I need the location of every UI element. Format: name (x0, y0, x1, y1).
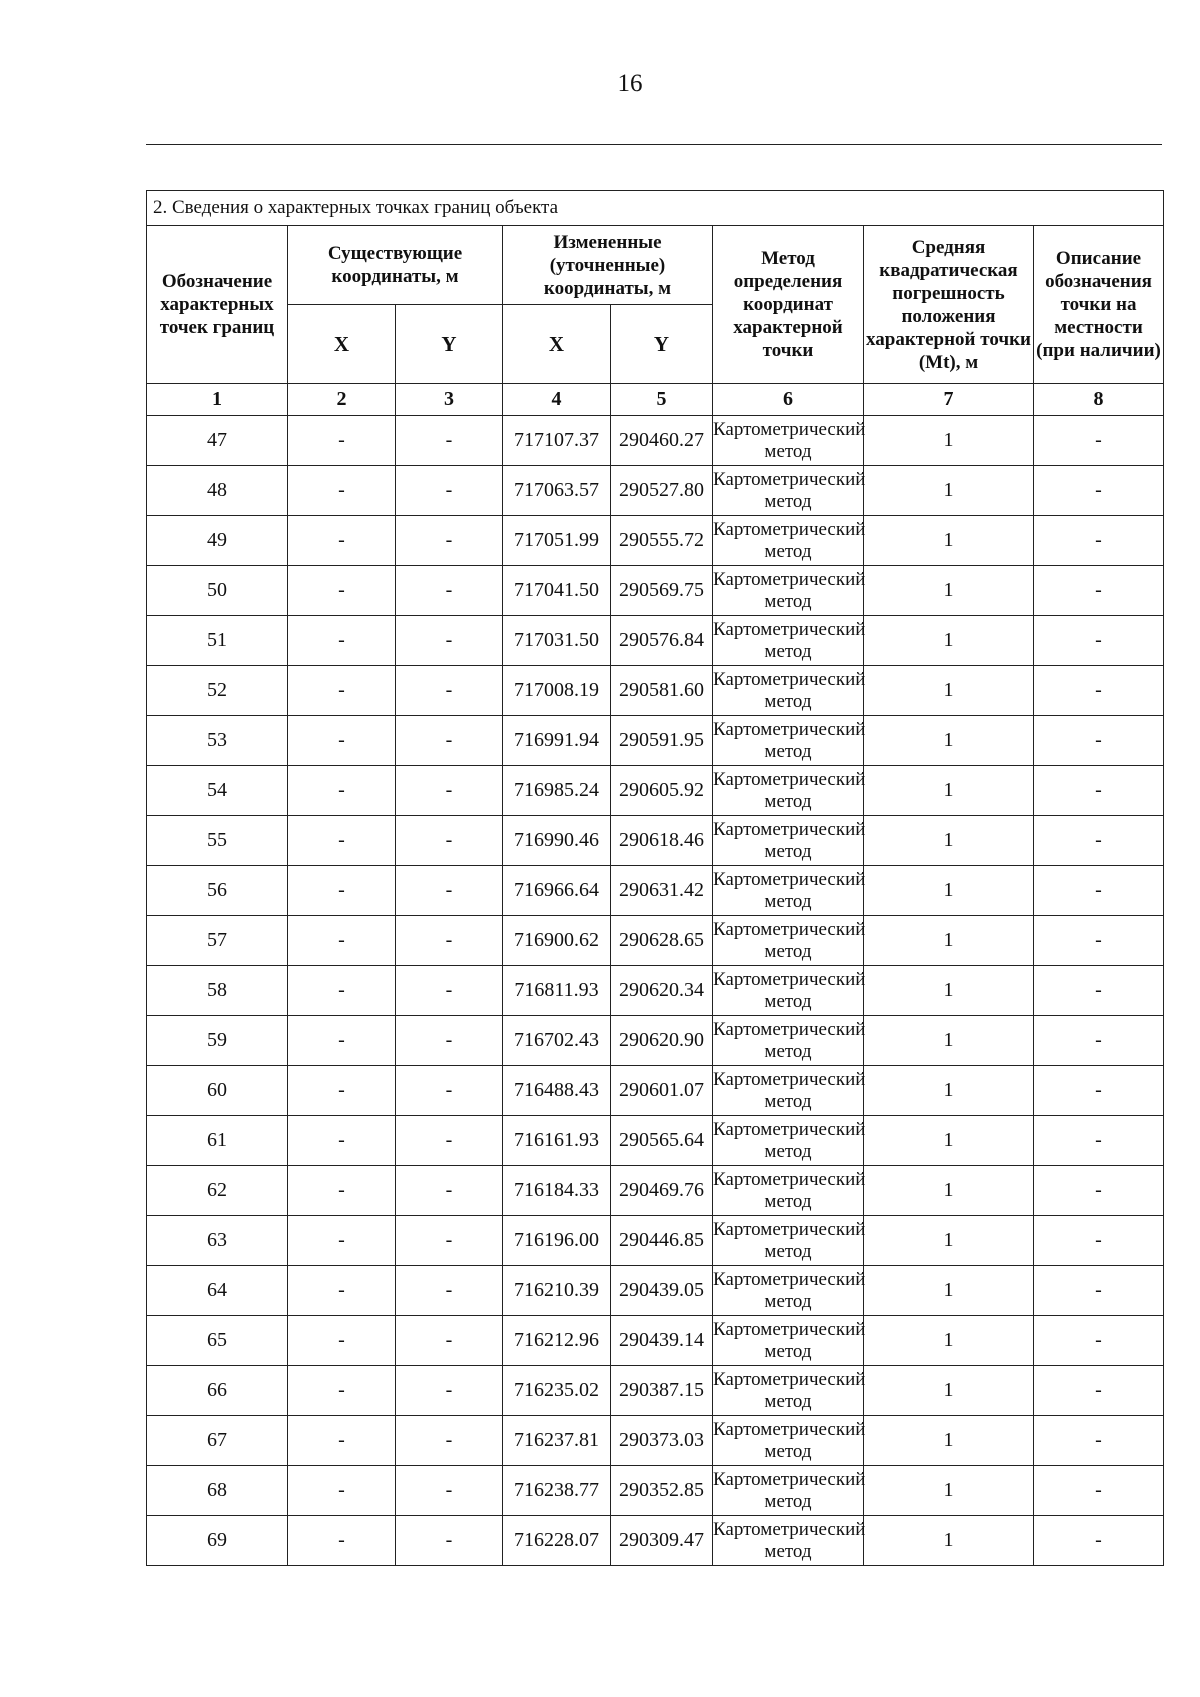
existing-y-cell: - (396, 816, 503, 866)
table-row (147, 1066, 1164, 1116)
existing-y-cell: - (396, 1466, 503, 1516)
y-coordinate-cell: 290581.60 (611, 666, 713, 716)
method-cell: Картометрический метод (713, 1116, 864, 1166)
table-row (147, 716, 1164, 766)
section-title: 2. Сведения о характерных точках границ объекта (147, 191, 1164, 226)
y-coordinate-cell: 290387.15 (611, 1366, 713, 1416)
existing-y-cell: - (396, 766, 503, 816)
table-body (147, 416, 1164, 1566)
error-cell: 1 (864, 1016, 1034, 1066)
table-row (147, 1516, 1164, 1566)
table-row (147, 1016, 1164, 1066)
y-coordinate-cell: 290628.65 (611, 916, 713, 966)
x-coordinate-cell: 717051.99 (503, 516, 611, 566)
method-cell: Картометрический метод (713, 1366, 864, 1416)
x-coordinate-cell: 716811.93 (503, 966, 611, 1016)
header-error: Средняя квадратическая погрешность положения характерной точки (Mt), м (864, 226, 1034, 384)
method-cell: Картометрический метод (713, 716, 864, 766)
existing-y-cell: - (396, 566, 503, 616)
description-cell: - (1034, 1516, 1164, 1566)
point-id-cell: 52 (147, 666, 288, 716)
x-coordinate-cell: 716212.96 (503, 1316, 611, 1366)
error-cell: 1 (864, 766, 1034, 816)
existing-x-cell: - (288, 1016, 396, 1066)
header-existing-y: Y (396, 305, 503, 384)
table-row (147, 1166, 1164, 1216)
header-changed-x: X (503, 305, 611, 384)
description-cell: - (1034, 816, 1164, 866)
point-id-cell: 65 (147, 1316, 288, 1366)
description-cell: - (1034, 1166, 1164, 1216)
existing-y-cell: - (396, 516, 503, 566)
description-cell: - (1034, 416, 1164, 466)
y-coordinate-cell: 290591.95 (611, 716, 713, 766)
point-id-cell: 51 (147, 616, 288, 666)
page-number: 16 (617, 70, 643, 97)
method-cell: Картометрический метод (713, 416, 864, 466)
existing-x-cell: - (288, 1116, 396, 1166)
y-coordinate-cell: 290469.76 (611, 1166, 713, 1216)
y-coordinate-cell: 290446.85 (611, 1216, 713, 1266)
existing-y-cell: - (396, 1366, 503, 1416)
header-rule (146, 144, 1162, 145)
boundary-points-table (146, 190, 1164, 1566)
description-cell: - (1034, 466, 1164, 516)
point-id-cell: 62 (147, 1166, 288, 1216)
method-cell: Картометрический метод (713, 516, 864, 566)
existing-x-cell: - (288, 1416, 396, 1466)
x-coordinate-cell: 716990.46 (503, 816, 611, 866)
point-id-cell: 58 (147, 966, 288, 1016)
column-number: 5 (611, 384, 713, 416)
point-id-cell: 56 (147, 866, 288, 916)
existing-y-cell: - (396, 916, 503, 966)
method-cell: Картометрический метод (713, 466, 864, 516)
existing-x-cell: - (288, 1066, 396, 1116)
method-cell: Картометрический метод (713, 616, 864, 666)
header-changed-y: Y (611, 305, 713, 384)
error-cell: 1 (864, 916, 1034, 966)
description-cell: - (1034, 1416, 1164, 1466)
x-coordinate-cell: 716238.77 (503, 1466, 611, 1516)
existing-y-cell: - (396, 716, 503, 766)
error-cell: 1 (864, 1116, 1034, 1166)
existing-x-cell: - (288, 1166, 396, 1216)
table-row (147, 966, 1164, 1016)
point-id-cell: 60 (147, 1066, 288, 1116)
description-cell: - (1034, 916, 1164, 966)
x-coordinate-cell: 717041.50 (503, 566, 611, 616)
existing-y-cell: - (396, 1516, 503, 1566)
point-id-cell: 68 (147, 1466, 288, 1516)
existing-x-cell: - (288, 716, 396, 766)
existing-x-cell: - (288, 1216, 396, 1266)
column-number: 1 (147, 384, 288, 416)
y-coordinate-cell: 290373.03 (611, 1416, 713, 1466)
y-coordinate-cell: 290631.42 (611, 866, 713, 916)
error-cell: 1 (864, 616, 1034, 666)
table-row (147, 866, 1164, 916)
x-coordinate-cell: 716702.43 (503, 1016, 611, 1066)
y-coordinate-cell: 290569.75 (611, 566, 713, 616)
column-number: 4 (503, 384, 611, 416)
point-id-cell: 67 (147, 1416, 288, 1466)
y-coordinate-cell: 290620.34 (611, 966, 713, 1016)
existing-y-cell: - (396, 1216, 503, 1266)
method-cell: Картометрический метод (713, 1066, 864, 1116)
description-cell: - (1034, 1366, 1164, 1416)
method-cell: Картометрический метод (713, 1266, 864, 1316)
y-coordinate-cell: 290439.14 (611, 1316, 713, 1366)
error-cell: 1 (864, 566, 1034, 616)
description-cell: - (1034, 766, 1164, 816)
x-coordinate-cell: 716228.07 (503, 1516, 611, 1566)
description-cell: - (1034, 566, 1164, 616)
y-coordinate-cell: 290601.07 (611, 1066, 713, 1116)
point-id-cell: 50 (147, 566, 288, 616)
error-cell: 1 (864, 1466, 1034, 1516)
y-coordinate-cell: 290618.46 (611, 816, 713, 866)
description-cell: - (1034, 1116, 1164, 1166)
error-cell: 1 (864, 1366, 1034, 1416)
table-row (147, 766, 1164, 816)
existing-x-cell: - (288, 1266, 396, 1316)
existing-x-cell: - (288, 516, 396, 566)
table-row (147, 416, 1164, 466)
description-cell: - (1034, 1316, 1164, 1366)
existing-x-cell: - (288, 966, 396, 1016)
x-coordinate-cell: 716991.94 (503, 716, 611, 766)
existing-x-cell: - (288, 616, 396, 666)
error-cell: 1 (864, 1166, 1034, 1216)
table-row (147, 1366, 1164, 1416)
existing-x-cell: - (288, 1366, 396, 1416)
point-id-cell: 49 (147, 516, 288, 566)
description-cell: - (1034, 716, 1164, 766)
description-cell: - (1034, 1066, 1164, 1116)
existing-y-cell: - (396, 1416, 503, 1466)
error-cell: 1 (864, 1516, 1034, 1566)
x-coordinate-cell: 717107.37 (503, 416, 611, 466)
y-coordinate-cell: 290555.72 (611, 516, 713, 566)
x-coordinate-cell: 716966.64 (503, 866, 611, 916)
description-cell: - (1034, 616, 1164, 666)
point-id-cell: 53 (147, 716, 288, 766)
method-cell: Картометрический метод (713, 1016, 864, 1066)
description-cell: - (1034, 1466, 1164, 1516)
error-cell: 1 (864, 416, 1034, 466)
table-row (147, 1266, 1164, 1316)
existing-x-cell: - (288, 866, 396, 916)
description-cell: - (1034, 966, 1164, 1016)
header-point: Обозначение характерных точек границ (147, 226, 288, 384)
method-cell: Картометрический метод (713, 666, 864, 716)
error-cell: 1 (864, 966, 1034, 1016)
point-id-cell: 48 (147, 466, 288, 516)
description-cell: - (1034, 1266, 1164, 1316)
y-coordinate-cell: 290439.05 (611, 1266, 713, 1316)
x-coordinate-cell: 716196.00 (503, 1216, 611, 1266)
method-cell: Картометрический метод (713, 866, 864, 916)
y-coordinate-cell: 290527.80 (611, 466, 713, 516)
column-number: 7 (864, 384, 1034, 416)
method-cell: Картометрический метод (713, 1216, 864, 1266)
existing-x-cell: - (288, 416, 396, 466)
point-id-cell: 61 (147, 1116, 288, 1166)
y-coordinate-cell: 290605.92 (611, 766, 713, 816)
existing-y-cell: - (396, 666, 503, 716)
method-cell: Картометрический метод (713, 916, 864, 966)
y-coordinate-cell: 290620.90 (611, 1016, 713, 1066)
y-coordinate-cell: 290565.64 (611, 1116, 713, 1166)
x-coordinate-cell: 716237.81 (503, 1416, 611, 1466)
table-row (147, 1316, 1164, 1366)
existing-x-cell: - (288, 466, 396, 516)
error-cell: 1 (864, 666, 1034, 716)
existing-y-cell: - (396, 416, 503, 466)
description-cell: - (1034, 866, 1164, 916)
y-coordinate-cell: 290352.85 (611, 1466, 713, 1516)
table-row (147, 1116, 1164, 1166)
method-cell: Картометрический метод (713, 1416, 864, 1466)
point-id-cell: 66 (147, 1366, 288, 1416)
point-id-cell: 63 (147, 1216, 288, 1266)
error-cell: 1 (864, 1216, 1034, 1266)
method-cell: Картометрический метод (713, 1316, 864, 1366)
x-coordinate-cell: 716161.93 (503, 1116, 611, 1166)
description-cell: - (1034, 1216, 1164, 1266)
method-cell: Картометрический метод (713, 1466, 864, 1516)
existing-y-cell: - (396, 1266, 503, 1316)
table-row (147, 1416, 1164, 1466)
error-cell: 1 (864, 516, 1034, 566)
existing-x-cell: - (288, 766, 396, 816)
x-coordinate-cell: 716210.39 (503, 1266, 611, 1316)
existing-x-cell: - (288, 566, 396, 616)
existing-y-cell: - (396, 1016, 503, 1066)
table-row (147, 816, 1164, 866)
existing-y-cell: - (396, 966, 503, 1016)
error-cell: 1 (864, 866, 1034, 916)
header-existing: Существующие координаты, м (288, 226, 503, 305)
table-row (147, 466, 1164, 516)
x-coordinate-cell: 716235.02 (503, 1366, 611, 1416)
x-coordinate-cell: 717031.50 (503, 616, 611, 666)
error-cell: 1 (864, 716, 1034, 766)
existing-y-cell: - (396, 1166, 503, 1216)
column-number: 8 (1034, 384, 1164, 416)
error-cell: 1 (864, 1316, 1034, 1366)
existing-x-cell: - (288, 816, 396, 866)
x-coordinate-cell: 717063.57 (503, 466, 611, 516)
table-row (147, 666, 1164, 716)
table-row (147, 916, 1164, 966)
existing-y-cell: - (396, 466, 503, 516)
existing-y-cell: - (396, 1066, 503, 1116)
point-id-cell: 55 (147, 816, 288, 866)
description-cell: - (1034, 516, 1164, 566)
method-cell: Картометрический метод (713, 566, 864, 616)
table-row (147, 566, 1164, 616)
existing-x-cell: - (288, 1516, 396, 1566)
point-id-cell: 57 (147, 916, 288, 966)
method-cell: Картометрический метод (713, 1516, 864, 1566)
y-coordinate-cell: 290576.84 (611, 616, 713, 666)
method-cell: Картометрический метод (713, 966, 864, 1016)
existing-y-cell: - (396, 1116, 503, 1166)
method-cell: Картометрический метод (713, 1166, 864, 1216)
header-existing-x: X (288, 305, 396, 384)
header-changed: Измененные (уточненные) координаты, м (503, 226, 713, 305)
x-coordinate-cell: 717008.19 (503, 666, 611, 716)
point-id-cell: 69 (147, 1516, 288, 1566)
existing-x-cell: - (288, 916, 396, 966)
x-coordinate-cell: 716900.62 (503, 916, 611, 966)
description-cell: - (1034, 666, 1164, 716)
method-cell: Картометрический метод (713, 816, 864, 866)
existing-x-cell: - (288, 1316, 396, 1366)
error-cell: 1 (864, 466, 1034, 516)
point-id-cell: 47 (147, 416, 288, 466)
existing-y-cell: - (396, 616, 503, 666)
column-number: 3 (396, 384, 503, 416)
point-id-cell: 64 (147, 1266, 288, 1316)
existing-x-cell: - (288, 1466, 396, 1516)
column-number-row (147, 384, 1164, 416)
x-coordinate-cell: 716985.24 (503, 766, 611, 816)
y-coordinate-cell: 290309.47 (611, 1516, 713, 1566)
error-cell: 1 (864, 1066, 1034, 1116)
table-row (147, 616, 1164, 666)
column-number: 6 (713, 384, 864, 416)
header-description: Описание обозначения точки на местности (при наличии) (1034, 226, 1164, 384)
column-number: 2 (288, 384, 396, 416)
method-cell: Картометрический метод (713, 766, 864, 816)
y-coordinate-cell: 290460.27 (611, 416, 713, 466)
error-cell: 1 (864, 1266, 1034, 1316)
description-cell: - (1034, 1016, 1164, 1066)
error-cell: 1 (864, 816, 1034, 866)
table-row (147, 1216, 1164, 1266)
header-method: Метод определения координат характерной точки (713, 226, 864, 384)
existing-y-cell: - (396, 866, 503, 916)
existing-y-cell: - (396, 1316, 503, 1366)
error-cell: 1 (864, 1416, 1034, 1466)
existing-x-cell: - (288, 666, 396, 716)
table-row (147, 1466, 1164, 1516)
table-row (147, 516, 1164, 566)
x-coordinate-cell: 716488.43 (503, 1066, 611, 1116)
point-id-cell: 54 (147, 766, 288, 816)
x-coordinate-cell: 716184.33 (503, 1166, 611, 1216)
point-id-cell: 59 (147, 1016, 288, 1066)
